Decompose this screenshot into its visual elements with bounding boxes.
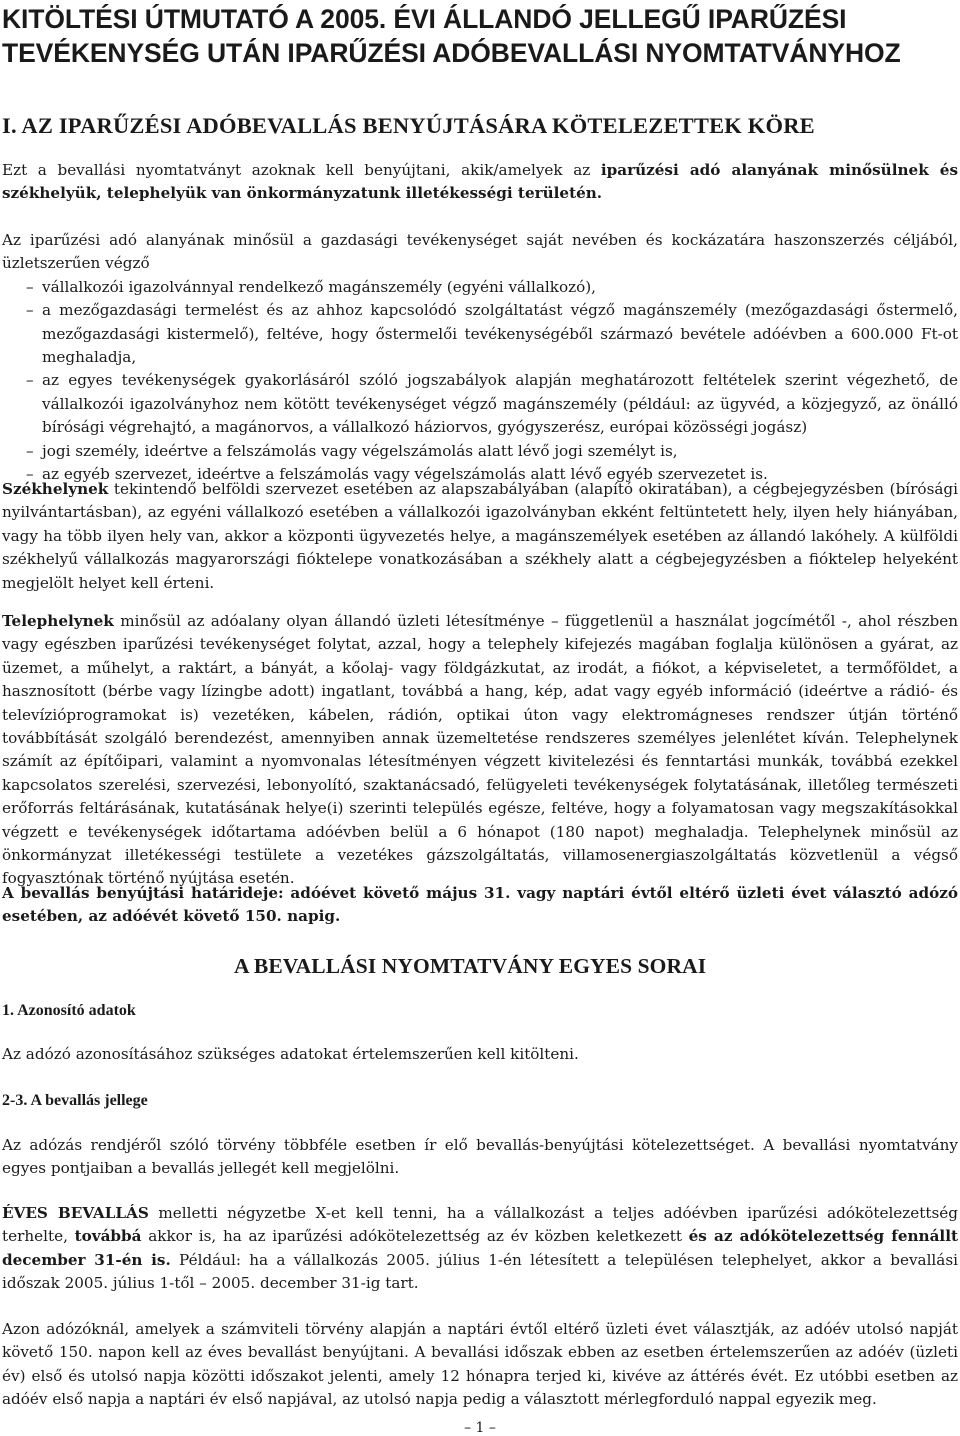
annual-bold-2: és az adókötelezettség fennállt december 31-én is. — [2, 1227, 958, 1269]
intro-plain: Ezt a bevallási nyomtatványt azoknak kell benyújtani, akik/amelyek az — [2, 161, 601, 179]
intro-bold: iparűzési adó alanyának minősülnek és székhelyük, telephelyük van önkormányzatunk illetékességi területén. — [2, 161, 959, 203]
tax-subject-lead: Az iparűzési adó alanyának minősül a gazdasági tevékenységet saját nevében és kockázatára haszonszerzés céljából, üzletszerűen végző — [2, 231, 958, 273]
list-item: – az egyes tevékenységek gyakorlásáról szóló jogszabályok alapján meghatározott feltételek szerint végezhető, de vállalkozói igazolványhoz nem kötött tevékenységet végző magánszemély (például: az ügyvéd, a közjegyző, az önálló bírósági végrehajtó, a magánorvos, a vállalkozó háziorvos, gyógyszerész, európai közösségi jogász) — [2, 369, 958, 439]
section-2-title: A BEVALLÁSI NYOMTATVÁNY EGYES SORAI — [234, 954, 707, 978]
list-item: – jogi személy, ideértve a felszámolás vagy végelszámolás alatt lévő jogi személyt is, — [2, 440, 958, 463]
site-text: minősül az adóalany olyan állandó üzleti létesítménye – függetlenül a használat jogcímétől -, ahol részben vagy egészben iparűzési tevékenységet folytat, azzal, hogy a telephely kifejezés magában foglalja különösen a gyárat, az üzemet, a műhelyt, a raktárt, a bányát, a kőolaj- vagy földgázkutat, az irodát, a fiókot, a képviseletet, a termőföldet, a hasznosított (bérbe vagy lízingbe adott) ingatlant, továbbá a hang, kép, adat vagy egyéb információ (ideértve a rádió- és televízióprogramokat is) vezetéken, kábelen, rádión, optikai úton vagy elektromágneses rendszer útján történő továbbítását szolgáló berendezést, amennyiben annak üzemeltetése rendszeres személyes jelenlétet kíván. Telephelynek számít az építőipari, valamint a nyomvonalas létesítményen végzett kivitelezési és fenntartási munkák, továbbá ezekkel kapcsolatos szerelési, szervezési, lebonyolító, szaktanácsadó, felügyeleti tevékenységek folytatásának, illetőleg természeti erőforrás feltárásának, kutatásának helye(i) szerinti település egésze, feltéve, hogy a folyamatosan vagy megszakításokkal végzett e tevékenységek időtartama adóévben belül a 6 hónapot (180 napot) meghaladja. Telephelynek minősül az önkormányzat illetékességi testülete a vezetékes gázszolgáltatás, villamosenergiaszolgáltatás közvetlenül a végső fogyasztónak történő nyújtása esetén. — [2, 612, 958, 888]
document-title — [2, 2, 960, 70]
annual-return-paragraph — [2, 1202, 958, 1296]
item-1-heading: 1. Azonosító adatok — [2, 1002, 136, 1019]
tax-subject-section — [2, 229, 958, 486]
annual-text-1: melletti négyzetbe X-et kell tenni, ha a vállalkozást a teljes adóévben iparűzési adókötelezettség terhelte, — [2, 1204, 958, 1246]
section-1-title: I. AZ IPARŰZÉSI ADÓBEVALLÁS BENYÚJTÁSÁRA KÖTELEZETTEK KÖRE — [2, 113, 815, 138]
annual-text-3: Például: ha a vállalkozás 2005. július 1-én létesített a településen telephelyet, akkor a bevallási időszak 2005. július 1-től – 2005. december 31-ig tart. — [2, 1250, 958, 1293]
document-title-line-1: KITÖLTÉSI ÚTMUTATÓ A 2005. ÉVI ÁLLANDÓ JELLEGŰ IPARŰZÉSI — [2, 4, 847, 34]
seat-text: tekintendő belföldi szervezet esetében az alapszabályában (alapító okiratában), a cégbejegyzésben (bírósági nyilvántartásban), az egyéni vállalkozó esetében a vállalkozói igazolványban ekként feltüntetett hely, ilyen hely hiányában, vagy ha több ilyen hely van, akkor a központi ügyvezetés helye, a magánszemélyek esetében az állandó lakóhely. A külföldi székhelyű vállalkozás magyarországi fióktelepe vonatkozásában a székhely alatt a cégbejegyzésben a fióktelep helyeként megjelölt helyet kell érteni. — [2, 480, 958, 592]
document-title-line-2: TEVÉKENYSÉG UTÁN IPARŰZÉSI ADÓBEVALLÁSI NYOMTATVÁNYHOZ — [2, 38, 901, 68]
annual-bold-1: továbbá — [74, 1227, 142, 1246]
annual-term: ÉVES BEVALLÁS — [2, 1204, 149, 1222]
item-1-text: Az adózó azonosításához szükséges adatokat értelemszerűen kell kitölteni. — [2, 1045, 579, 1063]
site-term: Telephelynek — [2, 612, 114, 630]
page-number: – 1 – — [464, 1420, 496, 1436]
list-item: – az egyéb szervezet, ideértve a felszámolás vagy végelszámolás alatt lévő egyéb szervezetet is. — [2, 463, 958, 486]
list-item: – a mezőgazdasági termelést és az ahhoz kapcsolódó szolgáltatást végző magánszemély (mezőgazdasági őstermelő, mezőgazdasági kistermelő), feltéve, hogy őstermelői tevékenységéből származó bevétele adóévben a 600.000 Ft-ot meghaladja, — [2, 299, 958, 369]
item-2-3-heading: 2-3. A bevallás jellege — [2, 1092, 148, 1109]
deadline-paragraph: A bevallás benyújtási határideje: adóévet követő május 31. vagy naptári évtől eltérő üzleti évet választó adózó esetében, az adóévét követő 150. napig. — [2, 884, 958, 926]
annual-text-2: akkor is, ha az iparűzési adókötelezettség az év közben keletkezett — [141, 1227, 689, 1246]
list-item: – vállalkozói igazolvánnyal rendelkező magánszemély (egyéni vállalkozó), — [2, 276, 958, 299]
fiscal-year-paragraph: Azon adózóknál, amelyek a számviteli törvény alapján a naptári évtől eltérő üzleti évet választják, az adóév utolsó napját követő 150. napon kell az éves bevallást benyújtani. A bevallási időszak ebben az esetben értelemszerűen az adóév (üzleti év) első és utolsó napja közötti időszakot jelenti, amely 12 hónapra terjed ki, kivéve az áttérés évét. Ez utóbbi esetben az adóév első napja a naptári év első napjával, az utolsó napja pedig a választott mérlegforduló nappal egyezik meg. — [2, 1320, 958, 1409]
item-2-3-text: Az adózás rendjéről szóló törvény többféle esetben ír elő bevallás-benyújtási kötelezettséget. A bevallási nyomtatvány egyes pontjaiban a bevallás jellegét kell megjelölni. — [2, 1136, 958, 1178]
seat-paragraph — [2, 478, 958, 595]
intro-paragraph — [2, 159, 958, 206]
tax-subject-list — [2, 276, 958, 487]
seat-term: Székhelynek — [2, 480, 109, 498]
site-paragraph — [2, 610, 958, 891]
